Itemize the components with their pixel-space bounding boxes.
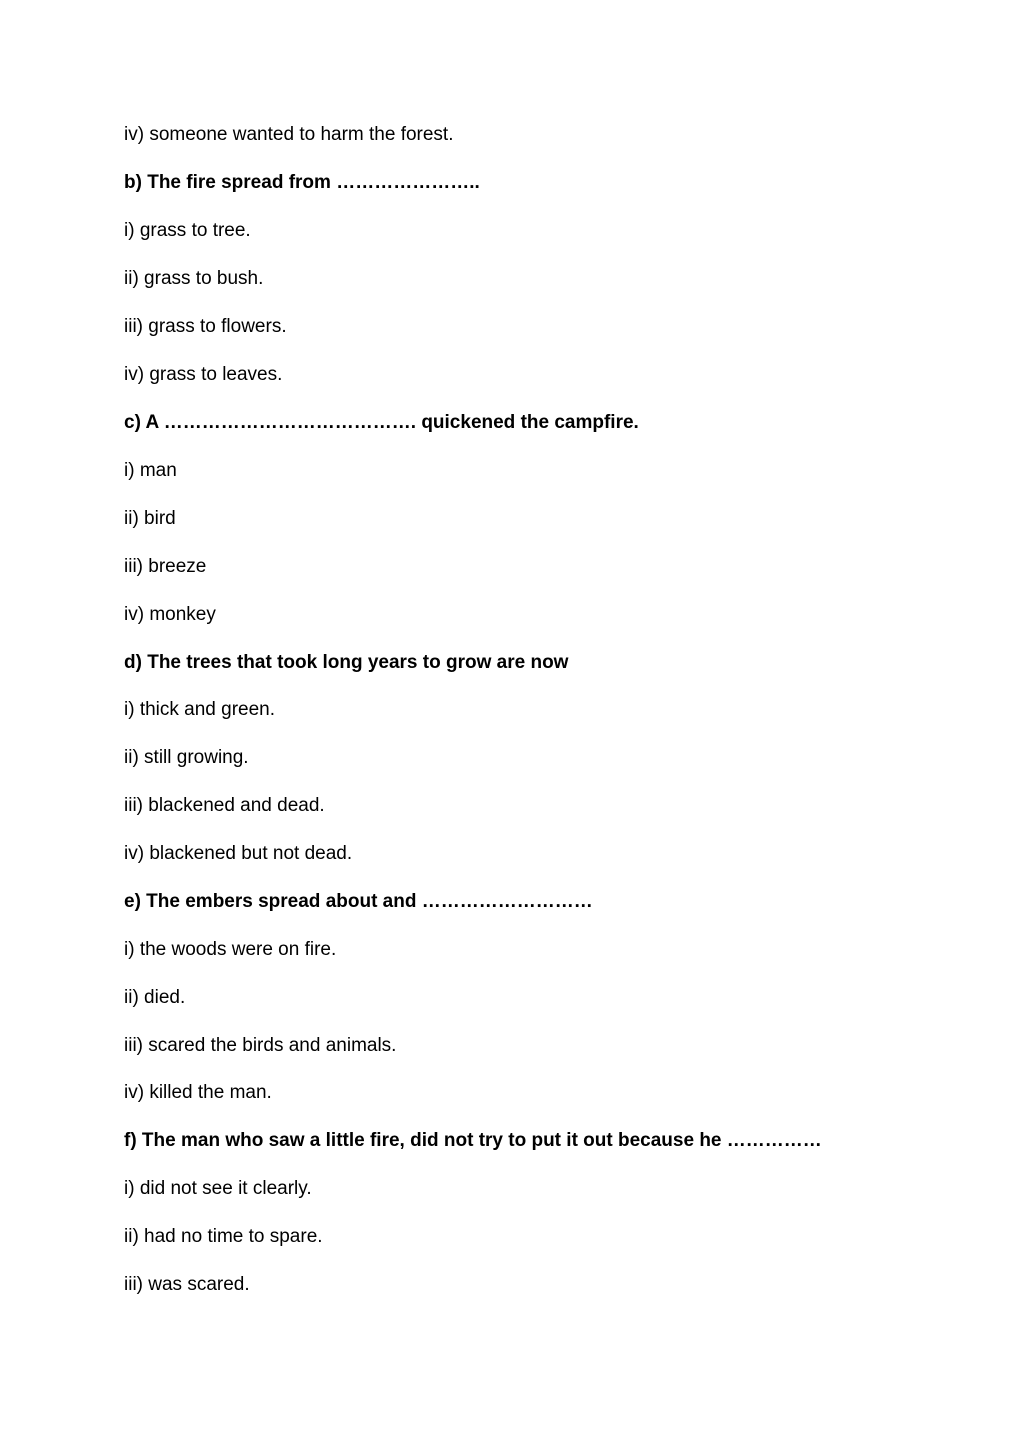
option-line: iii) scared the birds and animals. (124, 1035, 397, 1056)
option-line: i) the woods were on fire. (124, 939, 337, 960)
option-line: ii) bird (124, 508, 176, 529)
option-line: ii) still growing. (124, 747, 249, 768)
question-line: f) The man who saw a little fire, did not try to put it out because he …………… (124, 1130, 822, 1151)
option-line: ii) grass to bush. (124, 268, 264, 289)
worksheet-page (124, 0, 984, 1446)
option-line: iv) monkey (124, 604, 216, 625)
option-line: iii) breeze (124, 556, 207, 577)
option-line: i) did not see it clearly. (124, 1178, 312, 1199)
question-line: d) The trees that took long years to grow are now (124, 652, 569, 673)
option-line: iii) blackened and dead. (124, 795, 325, 816)
option-line: i) thick and green. (124, 699, 276, 720)
option-line: iv) blackened but not dead. (124, 843, 353, 864)
option-line: ii) had no time to spare. (124, 1226, 323, 1247)
option-line: iii) was scared. (124, 1274, 250, 1295)
option-line: i) grass to tree. (124, 220, 251, 241)
option-line: iii) grass to flowers. (124, 316, 287, 337)
option-line: i) man (124, 460, 177, 481)
option-line: iv) someone wanted to harm the forest. (124, 124, 454, 145)
option-line: iv) grass to leaves. (124, 364, 283, 385)
question-line: c) A …………………………………. quickened the campfire. (124, 412, 639, 433)
option-line: ii) died. (124, 987, 186, 1008)
option-line: iv) killed the man. (124, 1082, 272, 1103)
question-line: e) The embers spread about and ……………………… (124, 891, 593, 912)
question-line: b) The fire spread from ………………….. (124, 172, 480, 193)
